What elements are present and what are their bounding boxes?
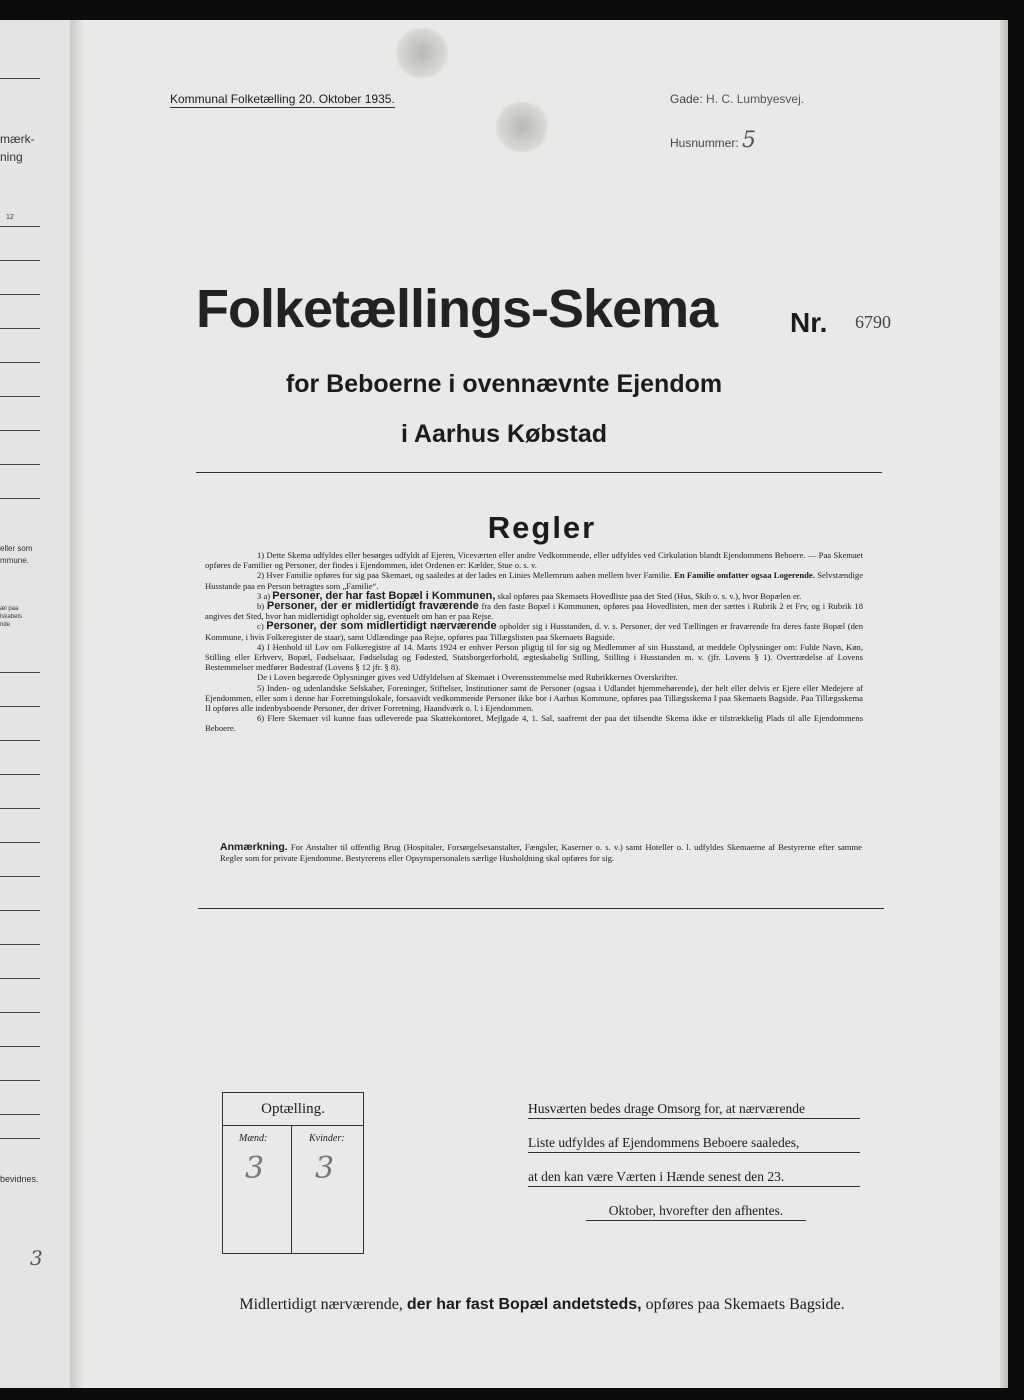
notice-underline: [528, 1186, 860, 1187]
rules-heading: Regler: [487, 510, 597, 545]
landlord-notice-line: Liste udfyldes af Ejendommens Beboere saaledes,: [528, 1135, 800, 1150]
landlord-notice-line: Oktober, hvorefter den afhentes.: [608, 1203, 784, 1218]
landlord-notice-line: at den kan være Værten i Hænde senest den 23.: [528, 1169, 785, 1184]
strip-fragment: ning: [0, 150, 23, 164]
strip-handwritten-number: 3: [30, 1246, 43, 1270]
form-subtitle-city: i Aarhus Købstad: [400, 420, 608, 448]
strip-rule: [0, 1046, 40, 1047]
landlord-notice-line: Husværten bedes drage Omsorg for, at nærværende: [528, 1101, 806, 1116]
form-number-value: 6790: [855, 312, 891, 332]
rules-text: [205, 550, 863, 734]
house-number-field: [670, 128, 756, 153]
strip-fragment: mmune.: [0, 556, 29, 565]
strip-rule: [0, 260, 40, 261]
binding-gutter: [70, 20, 84, 1388]
strip-rule: [0, 1138, 40, 1139]
strip-rule: [0, 842, 40, 843]
strip-fragment: bevidnes.: [0, 1174, 39, 1184]
count-box: [222, 1092, 364, 1254]
strip-rule: [0, 362, 40, 363]
women-count: 3: [315, 1151, 335, 1186]
rule-1: 1) Dette Skema udfyldes eller besørges udfyldt af Ejeren, Viceværten eller andre Vedkommende, eller udfyldes ved Cirkulation blandt Ejendommens Beboere. — Paa Skemaet opføres de Familier og Personer, der findes i Ejendommen, idet Ordenen er: Kælder, Stue o. s. v.: [205, 550, 863, 571]
strip-rule: [0, 498, 40, 499]
house-number-value: 5: [742, 128, 757, 153]
women-label: Kvinder:: [309, 1133, 345, 1144]
faint-stamp-mark: [492, 102, 552, 152]
notice-underline: [586, 1220, 806, 1221]
page-edge: [1000, 20, 1008, 1388]
street-label: Gade:: [670, 92, 703, 106]
strip-fragment: nde: [0, 622, 11, 628]
divider-line: [196, 472, 882, 473]
form-title: Folketællings-Skema: [196, 279, 718, 339]
strip-rule: [0, 78, 40, 79]
rule-6: 6) Flere Skemaer vil kunne faas udleverede paa Skattekontoret, Mejlgade 4, 1. Sal, saafremt der paa det tilsendte Skema ikke er tilstrækkelig Plads til alle Ejendommens Beboere.: [205, 713, 863, 734]
remark-paragraph: [220, 842, 862, 863]
strip-fragment: mærk-: [0, 132, 35, 146]
strip-rule: [0, 706, 40, 707]
strip-rule: [0, 464, 40, 465]
strip-rule: [0, 672, 40, 673]
rule-4: 4) I Henhold til Lov om Folkeregistre af 14. Marts 1924 er enhver Person pligtig til for sig og Medlemmer af sin Husstand, at meddele Oplysninger om: Fulde Navn, Køn, Stilling eller Erhverv, Bopæl, Fødselsaar, Fødselsdag og Fødested, Statsborgerforhold, ægteskabelig Stilling, Stilling i Husstanden m. v. (jfr. Lovens § 1). Overtrædelse af Lovens Bestemmelser medfører Bødestraf (Lovens § 12 jfr. § 8).: [205, 641, 863, 673]
footer-note: Midlertidigt nærværende, der har fast Bopæl andetsteds, opføres paa Skemaets Bagside.: [239, 1296, 845, 1313]
men-count: 3: [245, 1151, 265, 1186]
rule-4b: De i Loven begærede Oplysninger gives ved Udfyldelsen af Skemaet i Overensstemmelse med Rubrikkernes Overskrifter.: [257, 672, 678, 683]
strip-fragment: eller som: [0, 544, 33, 553]
strip-rule: [0, 978, 40, 979]
strip-rule: [0, 944, 40, 945]
strip-rule: [0, 294, 40, 295]
form-subtitle: for Beboerne i ovennævnte Ejendom: [285, 370, 723, 398]
notice-underline: [528, 1152, 860, 1153]
count-box-divider: [291, 1126, 292, 1253]
form-number-label: Nr.: [790, 307, 828, 338]
rule-3c: c) Personer, der som midlertidigt nærværende opholder sig i Husstanden, d. v. s. Personer, der ved Tællingen er fraværende fra deres faste Bopæl (den Kommune, i hvis Folkeregister de staar), samt Udlændinge paa Rejse, opføres paa Tillægslisten paa Skemaets Bagside.: [205, 620, 864, 642]
strip-fragment: lskabets: [0, 614, 23, 620]
strip-rule: [0, 1114, 40, 1115]
rule-2: 2) Hver Familie opføres for sig paa Skemaet, og saaledes at der lades en Linies Mellemrum aaben mellem hver Familie. En Familie omfatter ogsaa Logerende. Selvstændige Husstande paa en Person betragtes som „Familie“.: [205, 570, 864, 591]
remark-lead: Anmærkning.: [220, 841, 288, 853]
house-number-label: Husnummer:: [670, 136, 739, 150]
remark-text: For Anstalter til offentlig Brug (Hospitaler, Forsørgelsesanstalter, Fængsler, Kaserner o. s. v.) samt Hoteller o. l. udfyldes Skemaerne af Bestyrerne efter samme Regler som for private Ejendomme. Bestyrerens eller Opsynspersonalets særlige Husholdning skal opføres for sig.: [220, 842, 862, 863]
strip-rule: [0, 226, 40, 227]
rule-5: 5) Inden- og udenlandske Selskaber, Foreninger, Stiftelser, Institutioner samt de Personer (ogsaa i Udlandet hjemmehørende), der helt eller delvis er Ejere eller Medejere af Ejendommen, eller som i denne har Forretningslokale, forsaavidt vedkommende Personer ikke bor i Aarhus Kommune, opføres paa Tillægsskema I paa Skemaets Bagside. Paa Tillægsskema II opføres alle indenbysboende Personer, der driver Forretning, Haandværk o. l. i Ejendommen.: [205, 682, 863, 714]
strip-fragment: æl paa: [0, 606, 19, 612]
strip-rule: [0, 1012, 40, 1013]
notice-underline: [528, 1118, 860, 1119]
strip-rule: [0, 808, 40, 809]
street-field: [670, 92, 804, 106]
street-value: H. C. Lumbyesvej.: [706, 92, 805, 106]
strip-rule: [0, 774, 40, 775]
men-label: Mænd:: [239, 1133, 268, 1144]
faint-stamp-mark: [392, 28, 452, 78]
divider-line: [198, 908, 884, 909]
census-date-header: Kommunal Folketælling 20. Oktober 1935.: [170, 92, 395, 106]
strip-rule: [0, 1080, 40, 1081]
rule-3b: b) Personer, der er midlertidigt fraværende fra den faste Bopæl i Kommunen, opføres paa Hovedlisten, men der sættes i Rubrik 2 et Frv, og i Rubrik 18 angives det Sted, hvor han midlertidigt opholder sig, eventuelt om han er paa Rejse.: [205, 600, 863, 622]
count-box-title: Optælling.: [223, 1093, 363, 1126]
strip-rule: [0, 910, 40, 911]
strip-rule: [0, 876, 40, 877]
strip-rule: [0, 328, 40, 329]
strip-rule: [0, 740, 40, 741]
rule-3a: 3 a) Personer, der har fast Bopæl i Kommunen, skal opføres paa Skemaets Hovedliste paa det Sted (Hus, Skib o. s. v.), hvor Bopælen er.: [257, 589, 802, 602]
strip-fragment: 12: [6, 214, 14, 221]
census-form-page: [0, 20, 1008, 1388]
adjacent-page-strip: [0, 20, 72, 1388]
